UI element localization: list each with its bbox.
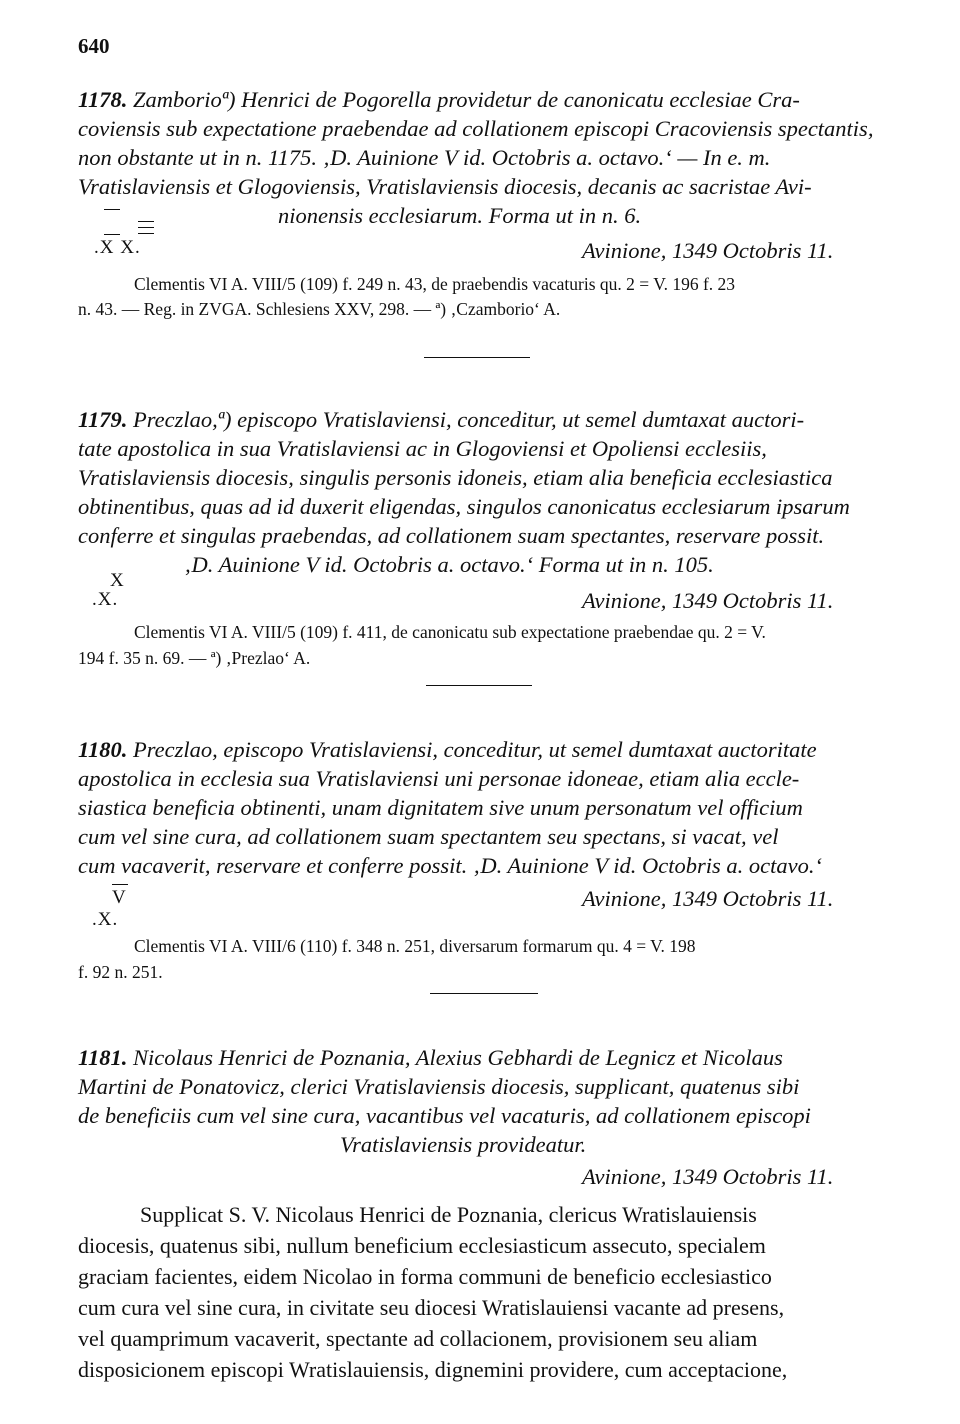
body-line: disposicionem episcopi Wratislauiensis, dignemini providere, cum acceptacione, bbox=[78, 1357, 788, 1382]
body-line: diocesis, quatenus sibi, nullum beneficium ecclesiasticum assecuto, specialem bbox=[78, 1233, 766, 1258]
entry-number: 1181. bbox=[78, 1045, 128, 1070]
entry-line: obtinentibus, quas ad id duxerit eligendas, singulos canonicatus ecclesiarum ipsarum bbox=[78, 494, 850, 519]
entry-note: 194 f. 35 n. 69. — ª) ‚Prezlao‘ A. bbox=[78, 648, 311, 668]
page-number: 640 bbox=[78, 34, 110, 58]
entry-number: 1180. bbox=[78, 737, 128, 762]
entry-line: de beneficiis cum vel sine cura, vacantibus vel vacaturis, ad collationem episcopi bbox=[78, 1103, 811, 1128]
entry-line: conferre et singulas praebendas, ad collationem suam spectantes, reservare possit. bbox=[78, 523, 825, 548]
entry-line: 1179. Preczlao,ª) episcopo Vratislaviensi, conceditur, ut semel dumtaxat auctori- bbox=[78, 407, 805, 432]
entry-line: Martini de Ponatovicz, clerici Vratislaviensis diocesis, supplicant, quatenus sibi bbox=[78, 1074, 800, 1099]
entry-line: 1180. Preczlao, episcopo Vratislaviensi, conceditur, ut semel dumtaxat auctoritate bbox=[78, 737, 817, 762]
entry-number: 1179. bbox=[78, 407, 128, 432]
separator-rule bbox=[424, 357, 530, 358]
entry-date: Avinione, 1349 Octobris 11. bbox=[582, 1164, 834, 1189]
separator-rule bbox=[426, 685, 532, 686]
entry-line: 1181. Nicolaus Henrici de Poznania, Alexius Gebhardi de Legnicz et Nicolaus bbox=[78, 1045, 783, 1070]
entry-line: tate apostolica in sua Vratislaviensi ac in Glogoviensi et Opoliensi ecclesiis, bbox=[78, 436, 767, 461]
overline-mark bbox=[138, 233, 154, 234]
entry-line: Vratislaviensis provideatur. bbox=[340, 1132, 587, 1157]
body-line: cum cura vel sine cura, in civitate seu diocesi Wratislauiensi vacante ad presens, bbox=[78, 1295, 785, 1320]
entry-line: Vratislaviensis diocesis, singulis personis idoneis, etiam alia beneficia ecclesiastica bbox=[78, 465, 833, 490]
overline-mark bbox=[112, 884, 128, 885]
entry-line: coviensis sub expectatione praebendae ad collationem episcopi Cracoviensis spectantis, bbox=[78, 116, 874, 141]
entry-date: Avinione, 1349 Octobris 11. bbox=[582, 588, 834, 613]
registry-mark: .X. bbox=[92, 909, 119, 930]
entry-date: Avinione, 1349 Octobris 11. bbox=[582, 238, 834, 263]
entry-note: Clementis VI A. VIII/6 (110) f. 348 n. 251, diversarum formarum qu. 4 = V. 198 bbox=[134, 936, 696, 956]
entry-date: Avinione, 1349 Octobris 11. bbox=[582, 886, 834, 911]
entry-note: f. 92 n. 251. bbox=[78, 962, 163, 982]
entry-line: siastica beneficia obtinenti, unam dignitatem sive unum personatum vel officium bbox=[78, 795, 803, 820]
entry-line: ‚D. Auinione V id. Octobris a. octavo.‘ Forma ut in n. 105. bbox=[184, 552, 714, 577]
entry-note: Clementis VI A. VIII/5 (109) f. 249 n. 43, de praebendis vacaturis qu. 2 = V. 196 f. 23 bbox=[134, 274, 736, 294]
body-line: Supplicat S. V. Nicolaus Henrici de Poznania, clericus Wratislauiensis bbox=[140, 1202, 757, 1227]
entry-line: non obstante ut in n. 1175. ‚D. Auinione V id. Octobris a. octavo.‘ — In e. m. bbox=[78, 145, 771, 170]
body-line: vel quamprimum vacaverit, spectante ad collacionem, provisionem seu aliam bbox=[78, 1326, 758, 1351]
overline-mark bbox=[138, 221, 154, 222]
entry-line: apostolica in ecclesia sua Vratislaviensi uni personae idoneae, etiam alia eccle- bbox=[78, 766, 800, 791]
overline-mark bbox=[104, 234, 120, 235]
registry-mark: .X X. bbox=[94, 237, 141, 258]
entry-line: 1178. Zamborioª) Henrici de Pogorella providetur de canonicatu ecclesiae Cra- bbox=[78, 87, 800, 112]
entry-number: 1178. bbox=[78, 87, 128, 112]
entry-note: n. 43. — Reg. in ZVGA. Schlesiens XXV, 298. — ª) ‚Czamborio‘ A. bbox=[78, 299, 561, 319]
separator-rule bbox=[430, 993, 538, 994]
overline-mark bbox=[138, 227, 154, 228]
overline-mark bbox=[104, 209, 120, 210]
body-line: graciam facientes, eidem Nicolao in forma communi de beneficio ecclesiastico bbox=[78, 1264, 772, 1289]
registry-mark: .X. bbox=[92, 589, 119, 610]
entry-line: Vratislaviensis et Glogoviensis, Vratislaviensis diocesis, decanis ac sacristae Avi- bbox=[78, 174, 812, 199]
entry-line: cum vacaverit, reservare et conferre possit. ‚D. Auinione V id. Octobris a. octavo.‘ bbox=[78, 853, 823, 878]
registry-mark: V bbox=[112, 887, 127, 908]
entry-note: Clementis VI A. VIII/5 (109) f. 411, de canonicatu sub expectatione praebendae qu. 2 = V. bbox=[134, 622, 766, 642]
registry-mark: X bbox=[110, 570, 125, 591]
entry-line: nionensis ecclesiarum. Forma ut in n. 6. bbox=[278, 203, 642, 228]
entry-line: cum vel sine cura, ad collationem suam spectantem seu spectans, si vacat, vel bbox=[78, 824, 779, 849]
